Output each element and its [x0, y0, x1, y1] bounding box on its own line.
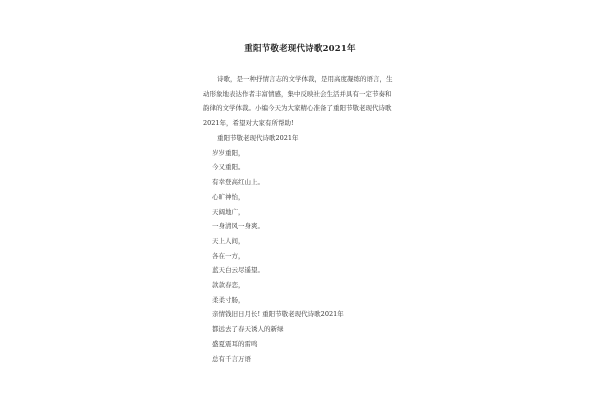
poem-line: 一身清风一身爽。 — [212, 222, 264, 231]
poem-line: 天上人间， — [212, 236, 245, 245]
intro-line: 韵律的文学体裁。小编今天为大家精心准备了重阳节敬老现代诗歌 — [203, 104, 392, 112]
poem-heading: 重阳节敬老现代诗歌2021年 — [217, 134, 299, 142]
poem-line: 亲情钱旧日月长! 重阳节敬老现代诗歌2021年 — [212, 310, 344, 319]
intro-paragraph — [203, 72, 403, 130]
poem-body — [212, 131, 412, 366]
poem-line: 天阔地广， — [212, 207, 245, 216]
intro-line: 动形象地表达作者丰富情感，集中反映社会生活并具有一定节奏和 — [203, 89, 392, 98]
poem-line: 柔柔寸肠， — [212, 295, 245, 304]
poem-line: 都远去了春天诱人的新绿 — [212, 325, 284, 334]
intro-line: 2021年，希望对大家有所帮助! — [203, 118, 294, 127]
poem-line: 盛夏震耳的雷鸣 — [212, 339, 258, 348]
document-title: 重阳节敬老现代诗歌2021年 — [244, 44, 356, 54]
poem-line: 有幸登高红山上。 — [212, 178, 264, 187]
poem-line: 各在一方， — [212, 251, 245, 260]
poem-line: 总有千言万语 — [212, 354, 251, 363]
poem-line: 岁岁重阳， — [212, 148, 245, 157]
poem-line: 心旷神怡， — [212, 192, 245, 201]
poem-line: 蓝天白云尽遥望。 — [212, 266, 264, 275]
poem-line: 今又重阳。 — [212, 163, 245, 172]
intro-line: 诗歌，是一种抒情言志的文学体裁，是用高度凝练的语言，生 — [217, 75, 393, 83]
poem-line: 款款春恋， — [212, 281, 245, 290]
